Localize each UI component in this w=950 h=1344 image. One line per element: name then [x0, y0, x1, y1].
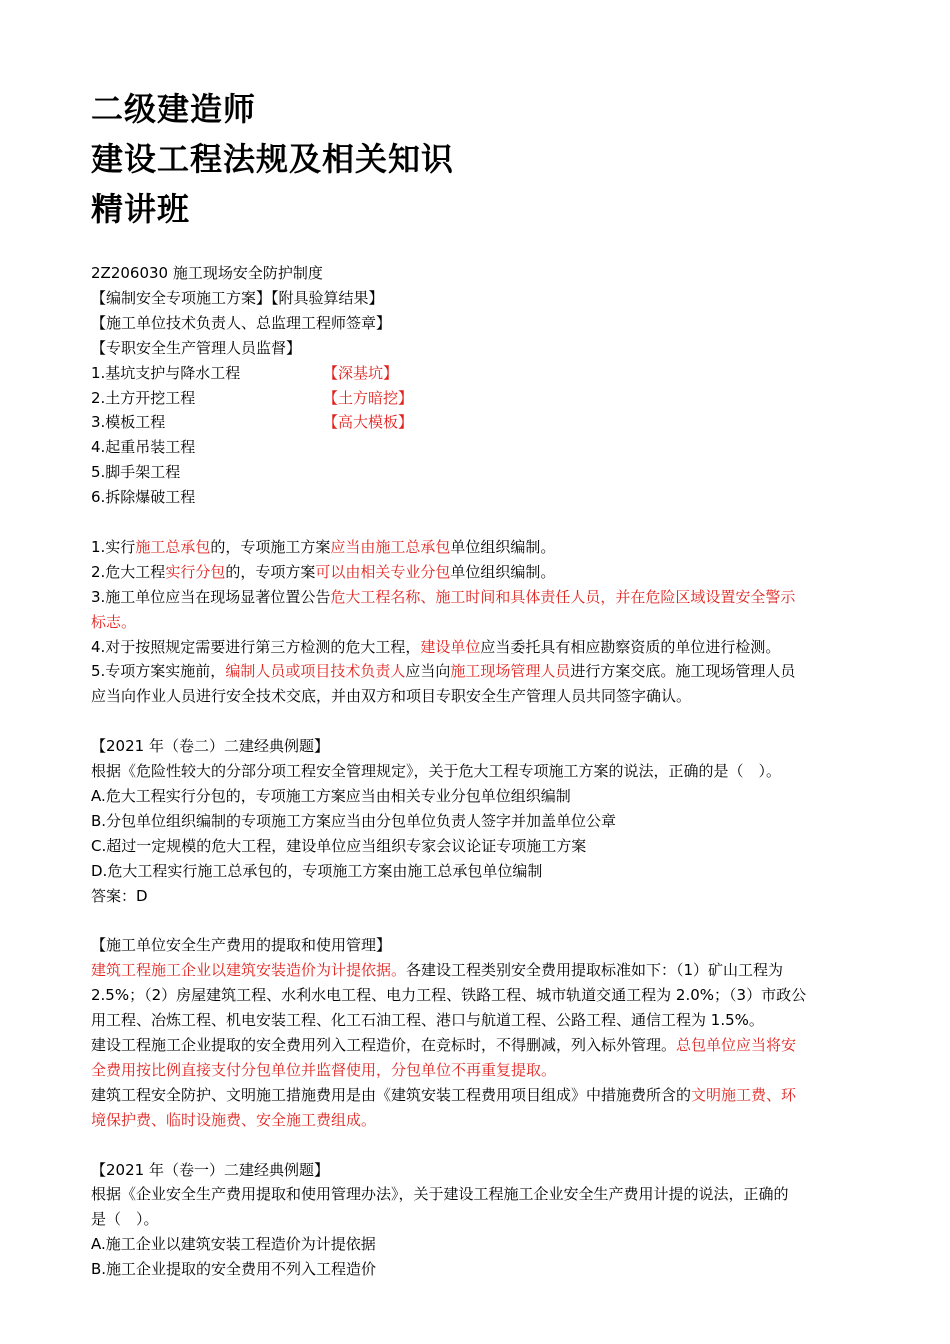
example-1-option: B.分包单位组织编制的专项施工方案应当由分包单位负责人签字并加盖单位公章 — [91, 811, 617, 830]
rule-4: 4.对于按照规定需要进行第三方检测的危大工程，建设单位应当委托具有相应勘察资质的单位进行检测。 — [91, 637, 781, 656]
list-item-label: 3.模板工程 — [91, 413, 166, 432]
rule-3-cont: 标志。 — [91, 612, 137, 631]
rule-5-cont: 应当向作业人员进行安全技术交底，并由双方和项目专职安全生产管理人员共同签字确认。 — [91, 687, 692, 706]
title-line-3: 精讲班 — [91, 190, 191, 228]
document-body — [91, 261, 883, 1282]
section-code-line: 2Z206030 施工现场安全防护制度 — [91, 264, 323, 282]
example-1-header: 【2021 年（卷二）二建经典例题】 — [91, 737, 329, 756]
bracket-line-3: 【专职安全生产管理人员监督】 — [91, 338, 302, 357]
fees-p1-line-2: 2.5%；（2）房屋建筑工程、水利水电工程、电力工程、铁路工程、城市轨道交通工程为 2.0%；（3）市政公 — [91, 986, 807, 1005]
rule-2: 2.危大工程实行分包的，专项方案可以由相关专业分包单位组织编制。 — [91, 562, 556, 581]
list-item — [91, 361, 883, 386]
fees-p1-line-1: 建筑工程施工企业以建筑安装造价为计提依据。各建设工程类别安全费用提取标准如下：（1）矿山工程为 — [91, 961, 784, 980]
title-line-1: 二级建造师 — [91, 90, 257, 128]
list-item-tag: 【高大模板】 — [323, 413, 414, 432]
rule-5: 5.专项方案实施前，编制人员或项目技术负责人应当向施工现场管理人员进行方案交底。施工现场管理人员 — [91, 662, 796, 681]
fees-p2-line-2: 全费用按比例直接支付分包单位并监督使用，分包单位不再重复提取。 — [91, 1060, 557, 1079]
example-1-option: D.危大工程实行施工总承包的，专项施工方案由施工总承包单位编制 — [91, 861, 543, 880]
list-item-tag: 【土方暗挖】 — [323, 388, 414, 407]
example-2-header: 【2021 年（卷一）二建经典例题】 — [91, 1160, 329, 1179]
fees-p3-line-2: 境保护费、临时设施费、安全施工费组成。 — [91, 1110, 377, 1129]
list-item: 4.起重吊装工程 — [91, 438, 196, 457]
list-item: 6.拆除爆破工程 — [91, 488, 196, 507]
example-2-option: A.施工企业以建筑安装工程造价为计提依据 — [91, 1235, 376, 1254]
example-2-question-line-1: 根据《企业安全生产费用提取和使用管理办法》，关于建设工程施工企业安全生产费用计提的说法，正确的 — [91, 1185, 789, 1204]
fees-p3-line-1: 建筑工程安全防护、文明施工措施费用是由《建筑安装工程费用项目组成》中措施费所含的文明施工费、环 — [91, 1085, 797, 1104]
fees-p1-line-3: 用工程、冶炼工程、机电安装工程、化工石油工程、港口与航道工程、公路工程、通信工程为 1.5%。 — [91, 1011, 764, 1030]
example-1-answer: 答案：D — [91, 886, 148, 905]
title-line-2: 建设工程法规及相关知识 — [91, 140, 455, 178]
rule-3: 3.施工单位应当在现场显著位置公告危大工程名称、施工时间和具体责任人员，并在危险区域设置安全警示 — [91, 587, 796, 606]
rule-1: 1.实行施工总承包的，专项施工方案应当由施工总承包单位组织编制。 — [91, 537, 556, 556]
list-item — [91, 410, 883, 435]
bracket-line-1: 【编制安全专项施工方案】【附具验算结果】 — [91, 288, 384, 307]
example-1-question: 根据《危险性较大的分部分项工程安全管理规定》，关于危大工程专项施工方案的说法，正确的是（ ）。 — [91, 762, 782, 781]
example-2-option: B.施工企业提取的安全费用不列入工程造价 — [91, 1260, 377, 1279]
list-item-tag: 【深基坑】 — [323, 363, 399, 382]
example-1-option: A.危大工程实行分包的，专项施工方案应当由相关专业分包单位组织编制 — [91, 787, 571, 805]
list-item-label: 2.土方开挖工程 — [91, 388, 196, 407]
list-item-label: 1.基坑支护与降水工程 — [91, 363, 241, 382]
list-item — [91, 386, 883, 411]
fees-header: 【施工单位安全生产费用的提取和使用管理】 — [91, 936, 392, 955]
bracket-line-2: 【施工单位技术负责人、总监理工程师签章】 — [91, 313, 392, 332]
example-1-option: C.超过一定规模的危大工程，建设单位应当组织专家会议论证专项施工方案 — [91, 836, 587, 855]
example-2-question-line-2: 是（ ）。 — [91, 1210, 159, 1229]
document-page — [91, 84, 883, 1282]
list-item: 5.脚手架工程 — [91, 463, 181, 482]
fees-p2-line-1: 建设工程施工企业提取的安全费用列入工程造价，在竞标时，不得删减，列入标外管理。总包单位应当将安 — [91, 1036, 797, 1055]
